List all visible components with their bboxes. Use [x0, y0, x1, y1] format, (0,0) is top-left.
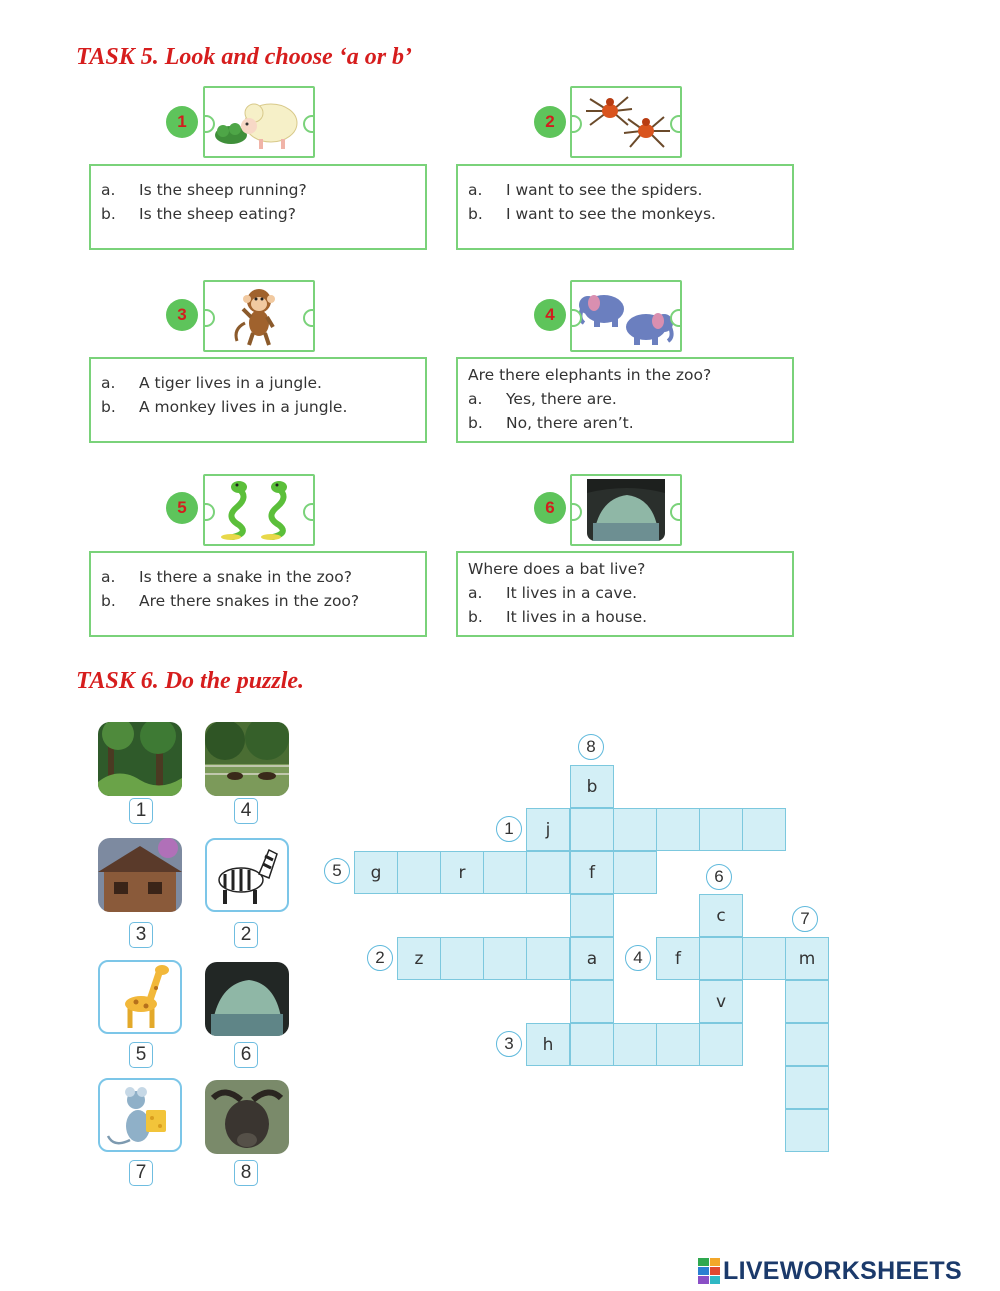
crossword-cell[interactable]: [397, 851, 441, 894]
question-box: [89, 357, 427, 443]
cave-photo: [205, 962, 289, 1036]
crossword-cell[interactable]: [570, 808, 614, 851]
cave-icon: [587, 479, 665, 541]
option-b[interactable]: [468, 411, 782, 435]
crossword-cell[interactable]: [699, 808, 743, 851]
picture-number: 2: [234, 922, 258, 948]
clue-number-7: 7: [792, 906, 818, 932]
crossword-cell[interactable]: [699, 1023, 743, 1066]
crossword-cell[interactable]: [742, 808, 786, 851]
brand-name: LIVEWORKSHEETS: [723, 1256, 962, 1285]
spider-icon: [576, 91, 676, 153]
giraffe-picture: [98, 960, 182, 1034]
option-text: It lives in a house.: [506, 608, 648, 626]
question-prompt: Are there elephants in the zoo?: [468, 366, 712, 384]
option-a[interactable]: [468, 387, 782, 411]
crossword-cell[interactable]: j: [526, 808, 570, 851]
spiders-picture: [570, 86, 682, 158]
crossword-cell[interactable]: [440, 937, 484, 980]
picture-number: 3: [129, 922, 153, 948]
option-text: A tiger lives in a jungle.: [139, 374, 322, 392]
clue-number-6: 6: [706, 864, 732, 890]
crossword-cell[interactable]: m: [785, 937, 829, 980]
crossword-cell[interactable]: [699, 937, 743, 980]
crossword-cell[interactable]: [613, 808, 657, 851]
snake-icon: [209, 477, 309, 543]
question-box: [456, 164, 794, 250]
question-number-badge: 4: [534, 299, 566, 331]
option-text: It lives in a cave.: [506, 584, 638, 602]
option-text: Are there snakes in the zoo?: [139, 592, 360, 610]
option-b[interactable]: [101, 589, 415, 613]
option-letter: b.: [468, 608, 483, 626]
giraffe-icon: [100, 962, 182, 1034]
option-letter: a.: [101, 568, 116, 586]
option-text: Is the sheep running?: [139, 181, 307, 199]
option-text: I want to see the spiders.: [506, 181, 703, 199]
crossword-cell[interactable]: [785, 1109, 829, 1152]
option-b[interactable]: [101, 202, 415, 226]
option-letter: b.: [468, 414, 483, 432]
buffalo-photo: [205, 1080, 289, 1154]
crossword-cell[interactable]: g: [354, 851, 398, 894]
option-letter: a.: [468, 584, 483, 602]
option-text: A monkey lives in a jungle.: [139, 398, 348, 416]
option-a[interactable]: [101, 565, 415, 589]
picture-number: 7: [129, 1160, 153, 1186]
question-prompt: Where does a bat live?: [468, 560, 646, 578]
crossword-cell[interactable]: c: [699, 894, 743, 937]
crossword-cell[interactable]: [570, 980, 614, 1023]
question-number-badge: 5: [166, 492, 198, 524]
task6-title: TASK 6. Do the puzzle.: [76, 668, 305, 694]
crossword-cell[interactable]: z: [397, 937, 441, 980]
option-b[interactable]: [468, 605, 782, 629]
crossword-cell[interactable]: r: [440, 851, 484, 894]
option-a[interactable]: [468, 581, 782, 605]
question-number-badge: 2: [534, 106, 566, 138]
question-box: [456, 357, 794, 443]
elephants-picture: [570, 280, 682, 352]
option-text: No, there aren’t.: [506, 414, 634, 432]
sheep-picture: [203, 86, 315, 158]
question-number-badge: 1: [166, 106, 198, 138]
clue-number-1: 1: [496, 816, 522, 842]
question-box: [456, 551, 794, 637]
zoo-photo: [205, 722, 289, 796]
mouse-icon: [100, 1080, 182, 1152]
clue-number-8: 8: [578, 734, 604, 760]
crossword-cell[interactable]: [785, 980, 829, 1023]
crossword-cell[interactable]: [570, 894, 614, 937]
crossword-cell[interactable]: [656, 1023, 700, 1066]
crossword-cell[interactable]: [526, 937, 570, 980]
crossword-cell[interactable]: [656, 808, 700, 851]
house-photo: [98, 838, 182, 912]
picture-number: 8: [234, 1160, 258, 1186]
elephant-icon: [574, 283, 678, 349]
picture-number: 5: [129, 1042, 153, 1068]
crossword-cell[interactable]: [526, 851, 570, 894]
option-text: Yes, there are.: [506, 390, 617, 408]
mouse-picture: [98, 1078, 182, 1152]
clue-number-5: 5: [324, 858, 350, 884]
option-letter: a.: [101, 374, 116, 392]
crossword-cell[interactable]: [785, 1023, 829, 1066]
crossword-cell[interactable]: v: [699, 980, 743, 1023]
crossword-cell[interactable]: f: [570, 851, 614, 894]
zebra-icon: [207, 840, 287, 910]
jungle-photo: [98, 722, 182, 796]
option-letter: a.: [468, 390, 483, 408]
sheep-icon: [209, 91, 309, 153]
crossword-cell[interactable]: [785, 1066, 829, 1109]
crossword-cell[interactable]: [613, 851, 657, 894]
crossword-cell[interactable]: h: [526, 1023, 570, 1066]
option-letter: b.: [101, 205, 116, 223]
monkey-icon: [209, 283, 309, 349]
snakes-picture: [203, 474, 315, 546]
option-a[interactable]: [101, 371, 415, 395]
question-box: [89, 551, 427, 637]
question-number-badge: 6: [534, 492, 566, 524]
question-number-badge: 3: [166, 299, 198, 331]
picture-number: 6: [234, 1042, 258, 1068]
picture-number: 1: [129, 798, 153, 824]
option-b[interactable]: [101, 395, 415, 419]
crossword-cell[interactable]: a: [570, 937, 614, 980]
option-letter: b.: [468, 205, 483, 223]
option-letter: a.: [468, 181, 483, 199]
picture-number: 4: [234, 798, 258, 824]
crossword-cell[interactable]: [742, 937, 786, 980]
crossword-cell[interactable]: b: [570, 765, 614, 808]
crossword-cell[interactable]: [613, 1023, 657, 1066]
monkey-picture: [203, 280, 315, 352]
crossword-cell[interactable]: [570, 1023, 614, 1066]
option-a[interactable]: [468, 178, 782, 202]
crossword-cell[interactable]: f: [656, 937, 700, 980]
option-b[interactable]: [468, 202, 782, 226]
clue-number-3: 3: [496, 1031, 522, 1057]
option-a[interactable]: [101, 178, 415, 202]
option-text: Is there a snake in the zoo?: [139, 568, 352, 586]
crossword-cell[interactable]: [483, 937, 527, 980]
cave-picture: [570, 474, 682, 546]
crossword-cell[interactable]: [483, 851, 527, 894]
clue-number-4: 4: [625, 945, 651, 971]
option-letter: a.: [101, 181, 116, 199]
liveworksheets-logo: [698, 1256, 962, 1286]
question-box: [89, 164, 427, 250]
zebra-picture: [205, 838, 289, 912]
option-text: I want to see the monkeys.: [506, 205, 716, 223]
option-letter: b.: [101, 592, 116, 610]
task5-title: TASK 5. Look and choose ‘a or b’: [76, 44, 413, 70]
logo-icon: [698, 1258, 720, 1284]
option-letter: b.: [101, 398, 116, 416]
clue-number-2: 2: [367, 945, 393, 971]
option-text: Is the sheep eating?: [139, 205, 296, 223]
